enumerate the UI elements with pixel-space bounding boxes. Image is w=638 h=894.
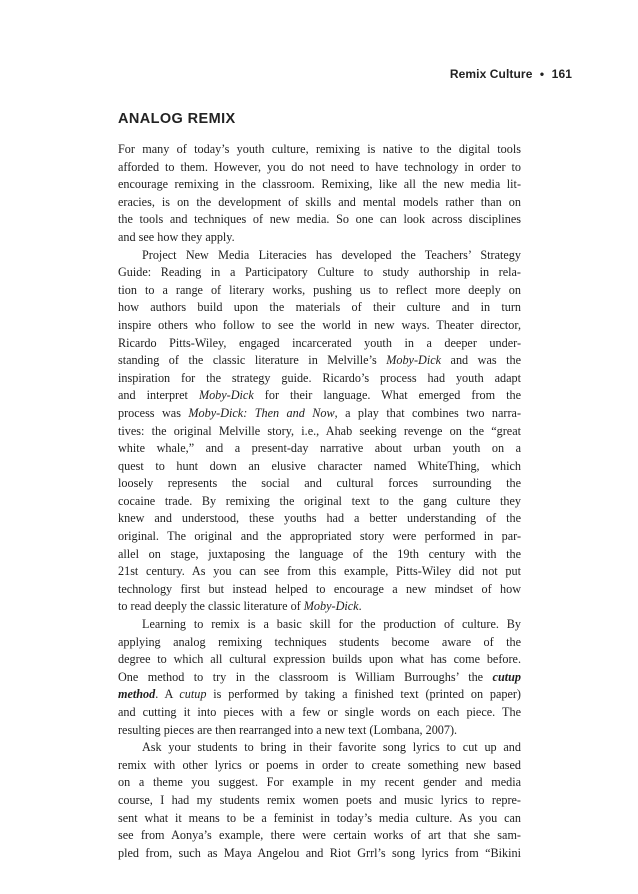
text-line: loosely represents the social and cultural forces surrounding the: [118, 476, 521, 491]
emphasis-italic: Moby-Dick: [386, 353, 442, 368]
emphasis-italic: Moby-Dick: Then and Now: [188, 405, 335, 420]
text-line: applying analog remixing techniques students become aware of the: [118, 634, 521, 649]
text-line: and see how they apply.: [118, 229, 235, 244]
text-line: 21st century. As you can see from this example, Pitts-Wiley did not put: [118, 564, 521, 579]
section-heading: ANALOG REMIX: [118, 111, 236, 127]
text-line: remix with other lyrics or poems in order to create something new based: [118, 757, 521, 772]
text-line: cocaine trade. By remixing the original text to the gang culture they: [118, 493, 521, 508]
text-line: Project New Media Literacies has developed the Teachers’ Strategy: [142, 247, 521, 262]
text-line: inspire others who follow to see the world in new ways. Theater director,: [118, 317, 521, 332]
text-line: For many of today’s youth culture, remixing is native to the digital tools: [118, 142, 521, 156]
text-line: tion to a range of literary works, pushing us to reflect more deeply on: [118, 282, 521, 297]
text-line: original. The original and the appropriated story were performed in par-: [118, 529, 521, 544]
page-number: 161: [551, 67, 572, 81]
emphasis-bold-italic: cutup: [492, 669, 521, 684]
text-line: afforded to them. However, you do not need to have technology in order to: [118, 159, 521, 174]
text-line: process was Moby-Dick: Then and Now, a play that combines two narra-: [118, 405, 522, 420]
text-line: allel on stage, juxtaposing the language of the 19th century with the: [118, 546, 521, 561]
text-line: to read deeply the classic literature of Moby-Dick.: [118, 599, 362, 614]
text-line: white whale,” and a present-day narrative about urban youth on a: [118, 441, 521, 456]
text-line: knew and understood, these youths had a better understanding of the: [118, 511, 521, 526]
text-line: degree to which all cultural expression builds upon what has come before.: [118, 652, 521, 667]
text-line: see from Aonya’s example, there were certain works of art that she sam-: [118, 828, 521, 843]
text-line: Learning to remix is a basic skill for the production of culture. By: [142, 617, 521, 632]
text-line: Ask your students to bring in their favorite song lyrics to cut up and: [142, 740, 521, 755]
emphasis-italic: Moby-Dick: [198, 388, 254, 403]
text-line: method. A cutup is performed by taking a finished text (printed on paper): [118, 687, 521, 702]
bullet-separator: •: [539, 67, 545, 81]
text-line: and interpret Moby-Dick for their language. What emerged from the: [118, 388, 521, 403]
text-line: tives: the original Melville story, i.e., Ahab seeking revenge on the “great: [118, 423, 521, 438]
text-line: and cutting it into pieces with a few or single words on each piece. The: [118, 705, 521, 719]
text-line: quest to hunt down an elusive character named WhiteThing, which: [118, 458, 521, 473]
text-line: inspiration for the strategy guide. Ricardo’s process had youth adapt: [118, 370, 521, 385]
emphasis-italic: Moby-Dick: [303, 599, 359, 614]
body-text: [118, 141, 521, 862]
text-line: resulting pieces are then rearranged into a new text (Lombana, 2007).: [118, 722, 458, 737]
text-line: pled from, such as Maya Angelou and Riot Grrl’s song lyrics from “Bikini: [118, 845, 521, 860]
emphasis-italic: cutup: [179, 687, 207, 702]
text-line: encourage remixing in the classroom. Remixing, like all the new media lit-: [118, 177, 521, 192]
running-head: [450, 67, 572, 81]
text-line: technology first but instead helped to encourage a new mindset of how: [118, 581, 521, 596]
text-line: the tools and techniques of new media. So one can look across disciplines: [118, 212, 521, 227]
text-line: how authors build upon the materials of their culture and in turn: [118, 300, 521, 315]
text-line: on a theme you suggest. For example in my recent gender and media: [118, 775, 521, 790]
text-line: Ricardo Pitts-Wiley, engaged incarcerated youth in a deeper under-: [118, 335, 521, 350]
running-title: Remix Culture: [449, 67, 533, 81]
text-line: Guide: Reading in a Participatory Culture to study authorship in rela-: [118, 265, 521, 280]
emphasis-bold-italic: method: [118, 687, 156, 702]
text-line: course, I had my students remix women poets and music lyrics to repre-: [118, 792, 521, 807]
text-line: standing of the classic literature in Melville’s Moby-Dick and was the: [118, 353, 521, 368]
text-line: sent what it means to be a feminist in today’s media culture. As you can: [118, 810, 521, 825]
text-line: One method to try in the classroom is William Burroughs’ the cutup: [118, 669, 521, 684]
text-line: eracies, is on the development of skills and mental models rather than on: [118, 194, 521, 209]
